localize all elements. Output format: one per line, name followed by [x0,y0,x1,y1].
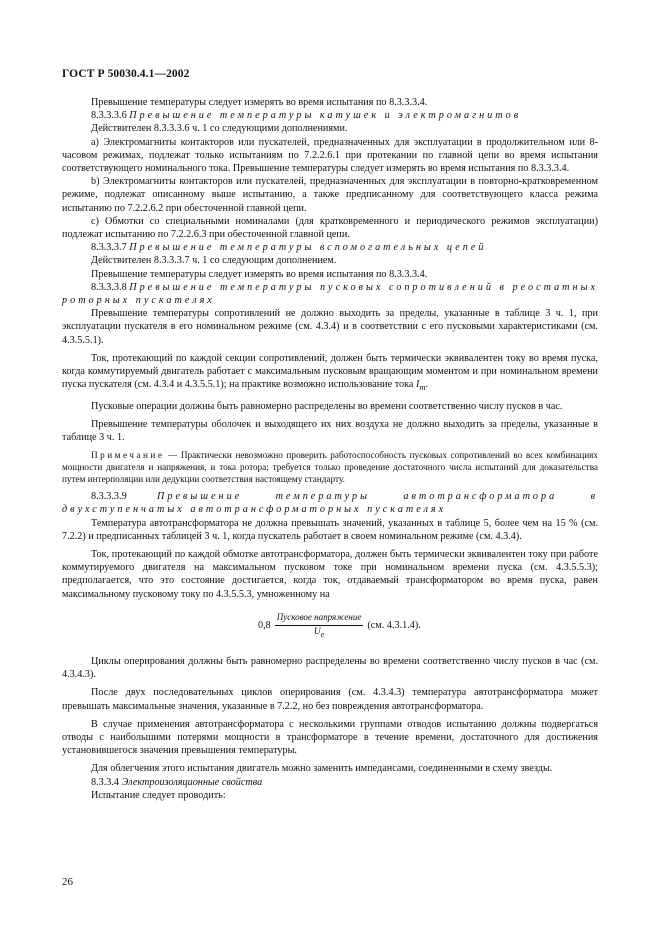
standard-header: ГОСТ Р 50030.4.1—2002 [62,68,190,80]
paragraph: Действителен 8.3.3.3.6 ч. 1 со следующими дополнениями. [91,123,348,135]
note-label: Примечание [91,450,165,461]
section-title: Превышение температуры катушек и электромагнитов [129,110,522,122]
section-title: Электроизоляционные свойства [121,776,263,788]
section-heading-8-3-3-3-7 [62,241,598,254]
paragraph: Превышение температуры сопротивлений не должно выходить за пределы, указанные в таблице 3 ч. 1, при эксплуатации пускателя в его номинальном режиме (см. 4.3.4) и в соответствии с его пусковыми характеристиками (см. 4.3.5.5.1). [62,308,598,346]
paragraph-text: Ток, протекающий по каждой секции сопротивлений, должен быть термически эквивалентен току во время пуска, когда коммутируемый двигатель работает с максимальным пусковым вращающим моментом и при номинальном времени пуска пускателя (см. 4.3.4 и 4.3.5.5.1); на практике возможно использование тока [62,352,598,391]
formula-fraction [275,611,364,641]
formula [62,611,598,641]
section-heading-8-3-3-3-9 [62,490,598,516]
paragraph-item-c: c) Обмотки со специальными номиналами (для кратковременного и периодического режимов эксплуатации) подлежат испытанию по 7.2.2.6.3 при обесточенной главной цепи. [62,215,598,241]
paragraph [62,352,598,395]
current-subscript: m [419,382,426,393]
section-heading-8-3-3-3-6 [62,109,598,122]
section-number: 8.3.3.3.8 [91,281,127,293]
paragraph: Пусковые операции должны быть равномерно распределены во времени соответственно числу пусков в час. [91,400,563,412]
section-number: 8.3.3.3.7 [91,242,127,254]
section-number: 8.3.3.3.6 [91,110,127,122]
paragraph-item-b: b) Электромагниты контакторов или пускателей, предназначенных для эксплуатации в повторно-кратковременном режиме, подлежат описанному выше испытанию, а также предписанному для соответствующего класса режима испытанию по 7.2.2.6.2 при обесточенной главной цепи. [62,176,598,214]
paragraph: В случае применения автотрансформатора с несколькими группами отводов испытанию должны подвергаться отводы с наибольшими потерями мощности в трансформаторе в течение времени, достаточного для достижения установившегося значения превышения температуры. [62,718,598,757]
paragraph: После двух последовательных циклов оперирования (см. 4.3.4.3) температура автотрансформатора может превышать максимальные значения, указанные в 7.2.2, но без повреждения автотрансформатора. [62,687,598,712]
section-number: 8.3.3.3.9 [91,491,127,503]
paragraph: Испытание следует проводить: [91,789,226,801]
paragraph: Превышение температуры оболочек и выходящего их них воздуха не должно выходить за пределы, указанные в таблице 3 ч. 1. [62,418,598,443]
formula-denominator: $U_e$ [313,626,325,639]
paragraph: Превышение температуры следует измерять во время испытания по 8.3.3.3.4. [91,97,428,108]
section-title: Превышение температуры автотрансформатора в двухступенчатых автотрансформаторных пускателях [62,491,598,516]
formula-reference: (см. 4.3.1.4). [367,620,421,632]
current-symbol: I [415,379,420,391]
paragraph: Циклы оперирования должны быть равномерно распределены во времени соответственно числу пусков в час (см. 4.3.4.3). [62,656,598,681]
section-title: Превышение температуры пусковых сопротивлений в реостатных роторных пускателях [62,281,599,307]
formula-coefficient: 0,8 [258,620,271,632]
section-title: Превышение температуры вспомогательных цепей [129,242,487,254]
section-number: 8.3.3.4 [91,776,120,788]
page-number: 26 [62,876,73,888]
document-body [62,96,598,802]
paragraph: Для облегчения этого испытания двигатель можно заменить импедансами, соединенными в схему звезды. [91,763,553,775]
paragraph: Превышение температуры следует измерять во время испытания по 8.3.3.3.4. [91,268,428,280]
note [62,449,598,485]
paragraph: Температура автотрансформатора не должна превышать значений, указанных в таблице 5, более чем на 15 % (см. 7.2.2) и предписанных таблицей 3 ч. 1, когда пускатель работает в своем номинальном режиме (см. 4.3.4). [62,517,598,542]
paragraph: Ток, протекающий по каждой обмотке автотрансформатора, должен быть термически эквивалентен току при работе коммутируемого двигателя на максимальном пусковом токе при номинальном времени пуска (см. 4.3.5.5.3); предполагается, что это состояние достигается, когда ток, отдаваемый трансформатором во время пуска, равен максимальному пусковому току по 4.3.5.5.3, умноженному на [62,548,598,600]
formula-numerator: Пусковое напряжение [275,611,364,626]
formula-subscript: e [320,629,325,639]
paragraph-item-a: a) Электромагниты контакторов или пускателей, предназначенных для эксплуатации в продолжительном или 8-часовом режимах, подлежат только испытаниям по 7.2.2.6.1 при протекании по главной цепи во время испытания соответствующего номинального тока. Превышение температуры следует измерять во время испытания по 8.3.3.3.4. [62,136,598,175]
paragraph: Действителен 8.3.3.3.7 ч. 1 со следующим дополнением. [91,255,337,267]
section-heading-8-3-3-4 [62,776,598,789]
note-text: — Практически невозможно проверить работоспособность пусковых сопротивлений во всех комбинациях мощности двигателя и напряжения, и тока ротора; требуется только проведение достаточного числа испытаний для доказательства путем интерполяции или дедукции соответствия настоящему стандарту. [62,450,598,485]
paragraph-end: . [425,379,429,391]
section-heading-8-3-3-3-8 [62,281,598,307]
